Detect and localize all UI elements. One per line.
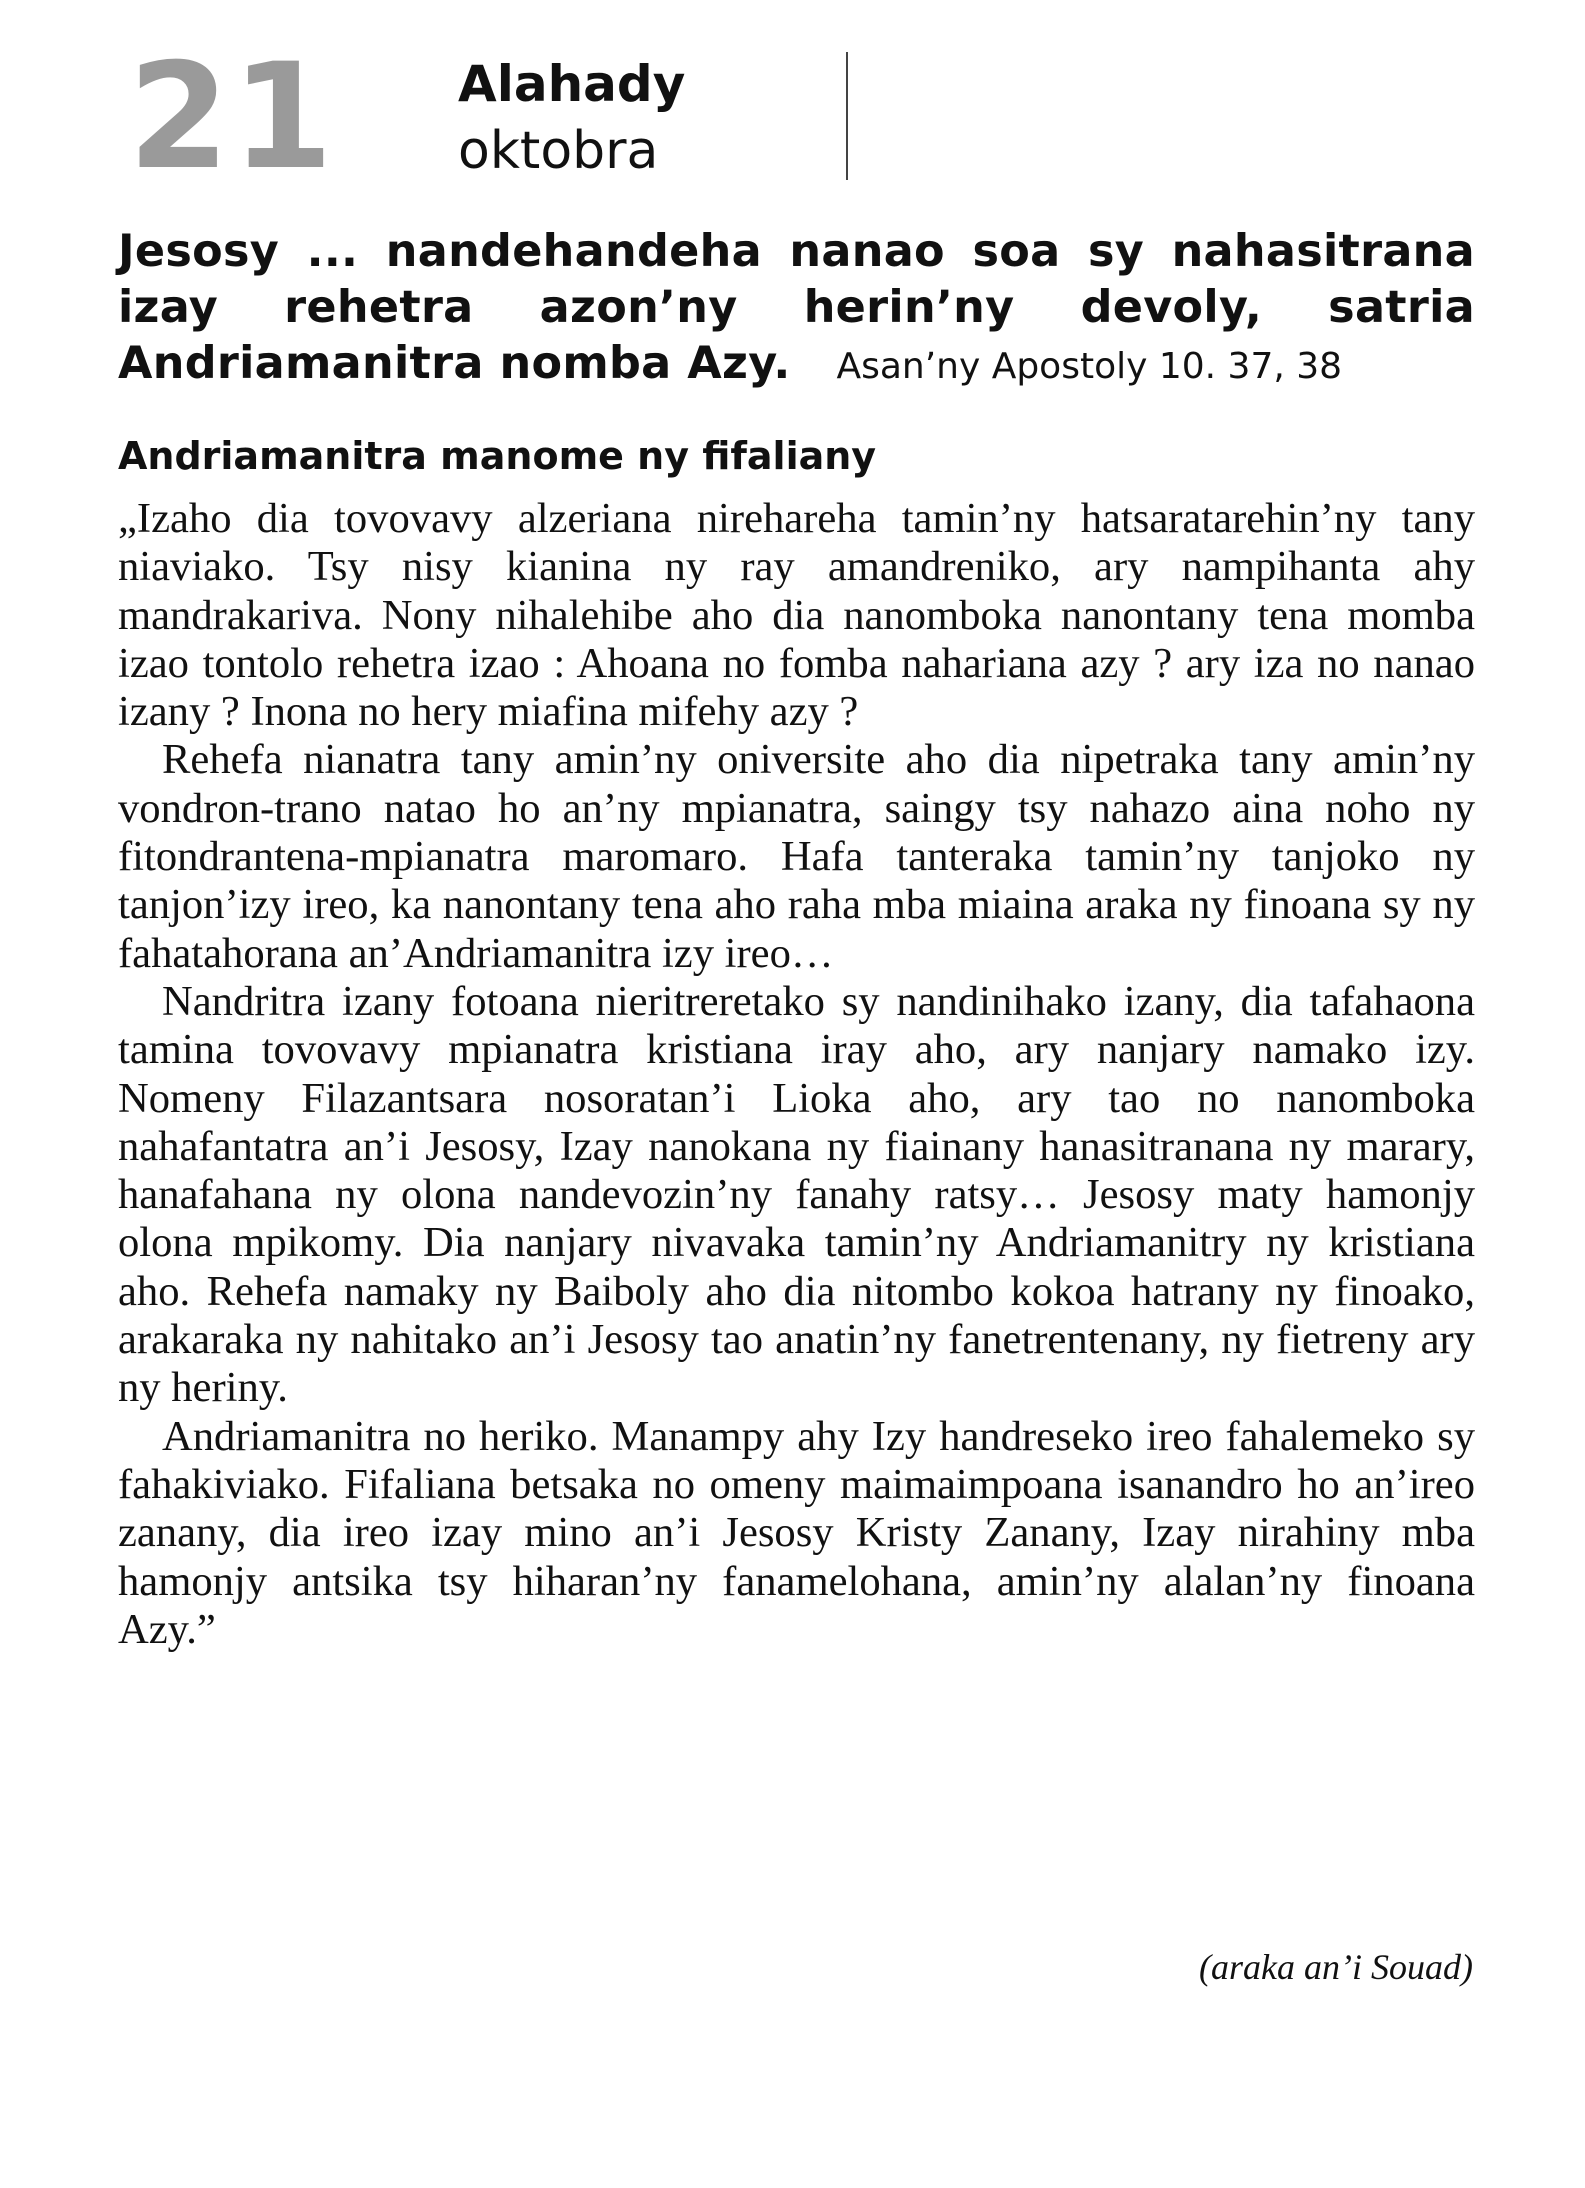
weekday-label: Alahady [458, 55, 686, 113]
month-label: oktobra [458, 121, 659, 181]
devotion-title: Andriamanitra manome ny fifaliany [118, 434, 877, 478]
verse-reference: Asan’ny Apostoly 10. 37, 38 [836, 346, 1343, 387]
author-signature: (araka an’i Souad) [1199, 1947, 1473, 1987]
paragraph-1: „Izaho dia tovovavy alzeriana nirehareha tamin’ny hatsaratarehin’ny tany niaviako. Tsy nisy kianina ny ray amandreniko, ary nampihanta ahy mandrakariva. Nony nihalehibe aho dia nanomboka nanontany tena momba izao tontolo rehetra izao : Ahoana no fomba nahariana azy ? ary iza no nanao izany ? Inona no hery miafina mifehy azy ? [118, 495, 1475, 736]
paragraph-3: Nandritra izany fotoana nieritreretako sy nandinihako izany, dia tafahaona tamina tovovavy mpianatra kristiana iray aho, ary nanjary namako izy. Nomeny Filazantsara nosoratan’i Lioka aho, ary tao no nanomboka nahafantatra an’i Jesosy, Izay nanokana ny fiainany hanasitranana ny marary, hanafahana ny olona nandevozin’ny fanahy ratsy… Jesosy maty hamonjy olona mpikomy. Dia nanjary nivavaka tamin’ny Andriamanitry ny kristiana aho. Rehefa namaky ny Baiboly aho dia nitombo kokoa hatrany ny finoako, arakaraka ny nahitako an’i Jesosy tao anatin’ny fanetrentenany, ny fietreny ary ny heriny. [118, 977, 1475, 1412]
day-number: 21 [128, 32, 336, 202]
bible-verse [118, 224, 1475, 395]
paragraph-4: Andriamanitra no heriko. Manampy ahy Izy handreseko ireo fahalemeko sy fahakiviako. Fifaliana betsaka no omeny maimaimpoana isanandro ho an’ireo zanany, dia ireo izay mino an’i Jesosy Kristy Zanany, Izay nirahiny mba hamonjy antsika tsy hiharan’ny fanamelohana, amin’ny alalan’ny finoana Azy.” [118, 1412, 1475, 1653]
date-header [128, 32, 858, 202]
paragraph-2: Rehefa nianatra tany amin’ny oniversite aho dia nipetraka tany amin’ny vondron-trano natao ho an’ny mpianatra, saingy tsy nahazo aina noho ny fitondrantena-mpianatra maromaro. Hafa tanteraka tamin’ny tanjoko ny tanjon’izy ireo, ka nanontany tena aho raha mba miaina araka ny finoana sy ny fahatahorana an’Andriamanitra izy ireo… [118, 736, 1475, 977]
verse-text: Jesosy ... nandehandeha nanao soa sy nahasitrana izay rehetra azon’ny herin’ny devoly, satria Andriamanitra nomba Azy. [118, 226, 1475, 389]
devotion-body [118, 495, 1475, 1654]
header-divider [846, 52, 848, 180]
